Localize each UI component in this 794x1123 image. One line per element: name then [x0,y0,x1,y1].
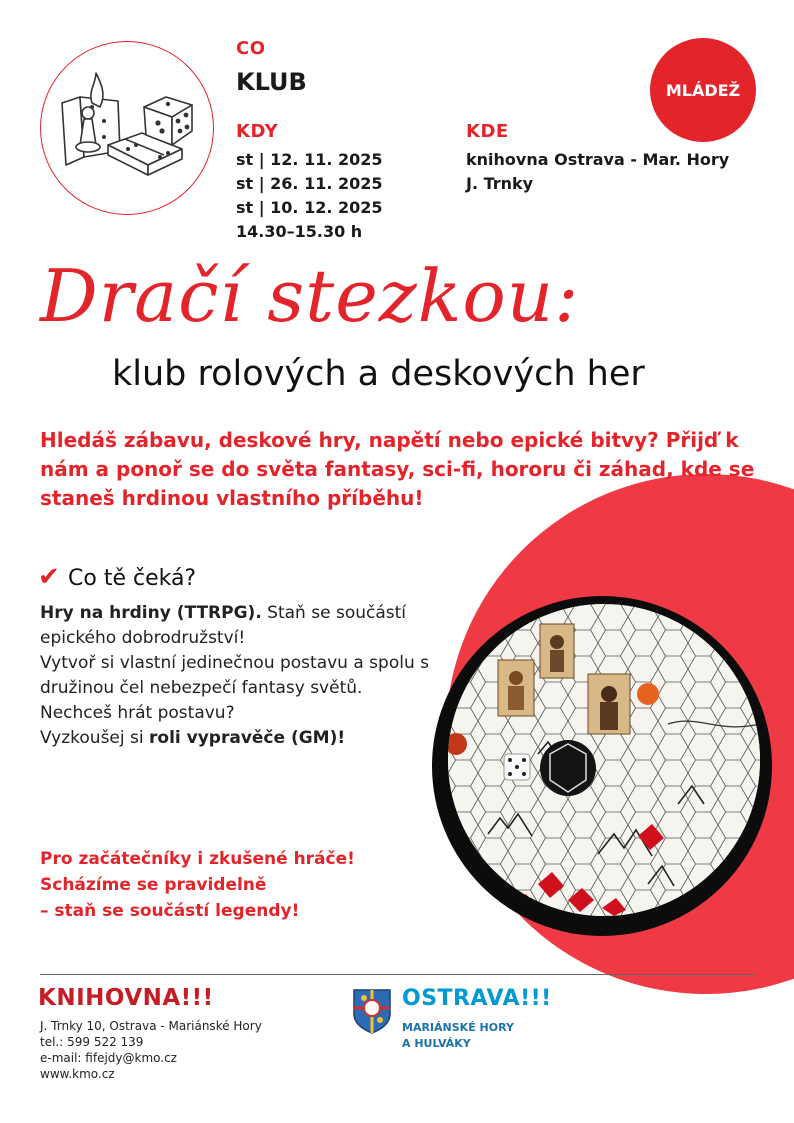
closing-line-2: Scházíme se pravidelně [40,875,267,895]
district-line-1: MARIÁNSKÉ HORY [402,1021,514,1034]
phone: tel.: 599 522 139 [40,1035,144,1049]
mladez-badge: MLÁDEŽ [650,38,756,142]
closing-text [40,846,460,924]
library-logo: KNIHOVNA!!! [38,985,214,1011]
date-3: st | 10. 12. 2025 [236,198,383,217]
district-name [402,1020,514,1052]
para-character: Vytvoř si vlastní jedinečnou postavu a spolu s družinou čel nebezpečí fantasy světů. [40,653,429,698]
closing-line-1: Pro začátečníky i zkušené hráče! [40,849,355,869]
para-gm-question: Nechceš hrát postavu? [40,703,235,723]
date-1: st | 12. 11. 2025 [236,150,383,169]
expect-heading: Co tě čeká? [68,566,197,591]
game-photo [448,604,760,916]
library-contact [40,1018,262,1082]
co-value: KLUB [236,68,307,96]
ostrava-logo: OSTRAVA!!! [402,986,552,1011]
footer-divider [40,974,756,975]
intro-text: Hledáš zábavu, deskové hry, napětí nebo epické bitvy? Přijď k nám a ponoř se do světa fantasy, sci-fi, hororu či záhad, kde se staneš hrdinou vlastního příběhu! [40,428,755,510]
ttrpg-bold: Hry na hrdiny (TTRPG). [40,603,262,623]
gm-start: Vyzkoušej si [40,728,149,748]
time: 14.30–15.30 h [236,222,363,241]
expect-body [40,601,480,751]
dates [236,148,383,244]
board-game-icon-circle [40,41,214,215]
coat-of-arms-icon [352,988,392,1034]
page-subtitle: klub rolových a deskových her [112,354,645,394]
page-title: Dračí stezkou: [40,254,580,338]
gm-bold: roli vypravěče (GM)! [149,728,346,748]
place-line-2: J. Trnky [466,174,534,193]
board-game-icon [40,41,214,215]
web-link[interactable]: www.kmo.cz [40,1067,115,1081]
place-line-1: knihovna Ostrava - Mar. Hory [466,150,730,169]
kdy-label: KDY [236,121,279,142]
closing-line-3: – staň se součástí legendy! [40,901,300,921]
email: e-mail: fifejdy@kmo.cz [40,1051,177,1065]
district-line-2: A HULVÁKY [402,1037,471,1050]
para-gm [40,726,480,751]
place [466,148,729,196]
address: J. Trnky 10, Ostrava - Mariánské Hory [40,1019,262,1033]
kde-label: KDE [466,121,509,142]
ttrpg-rest: Staň se součástí epického dobrodružství! [40,603,406,648]
para-ttrpg [40,601,480,651]
checkmark-icon: ✔ [38,562,60,592]
date-2: st | 26. 11. 2025 [236,174,383,193]
co-label: CO [236,38,266,59]
